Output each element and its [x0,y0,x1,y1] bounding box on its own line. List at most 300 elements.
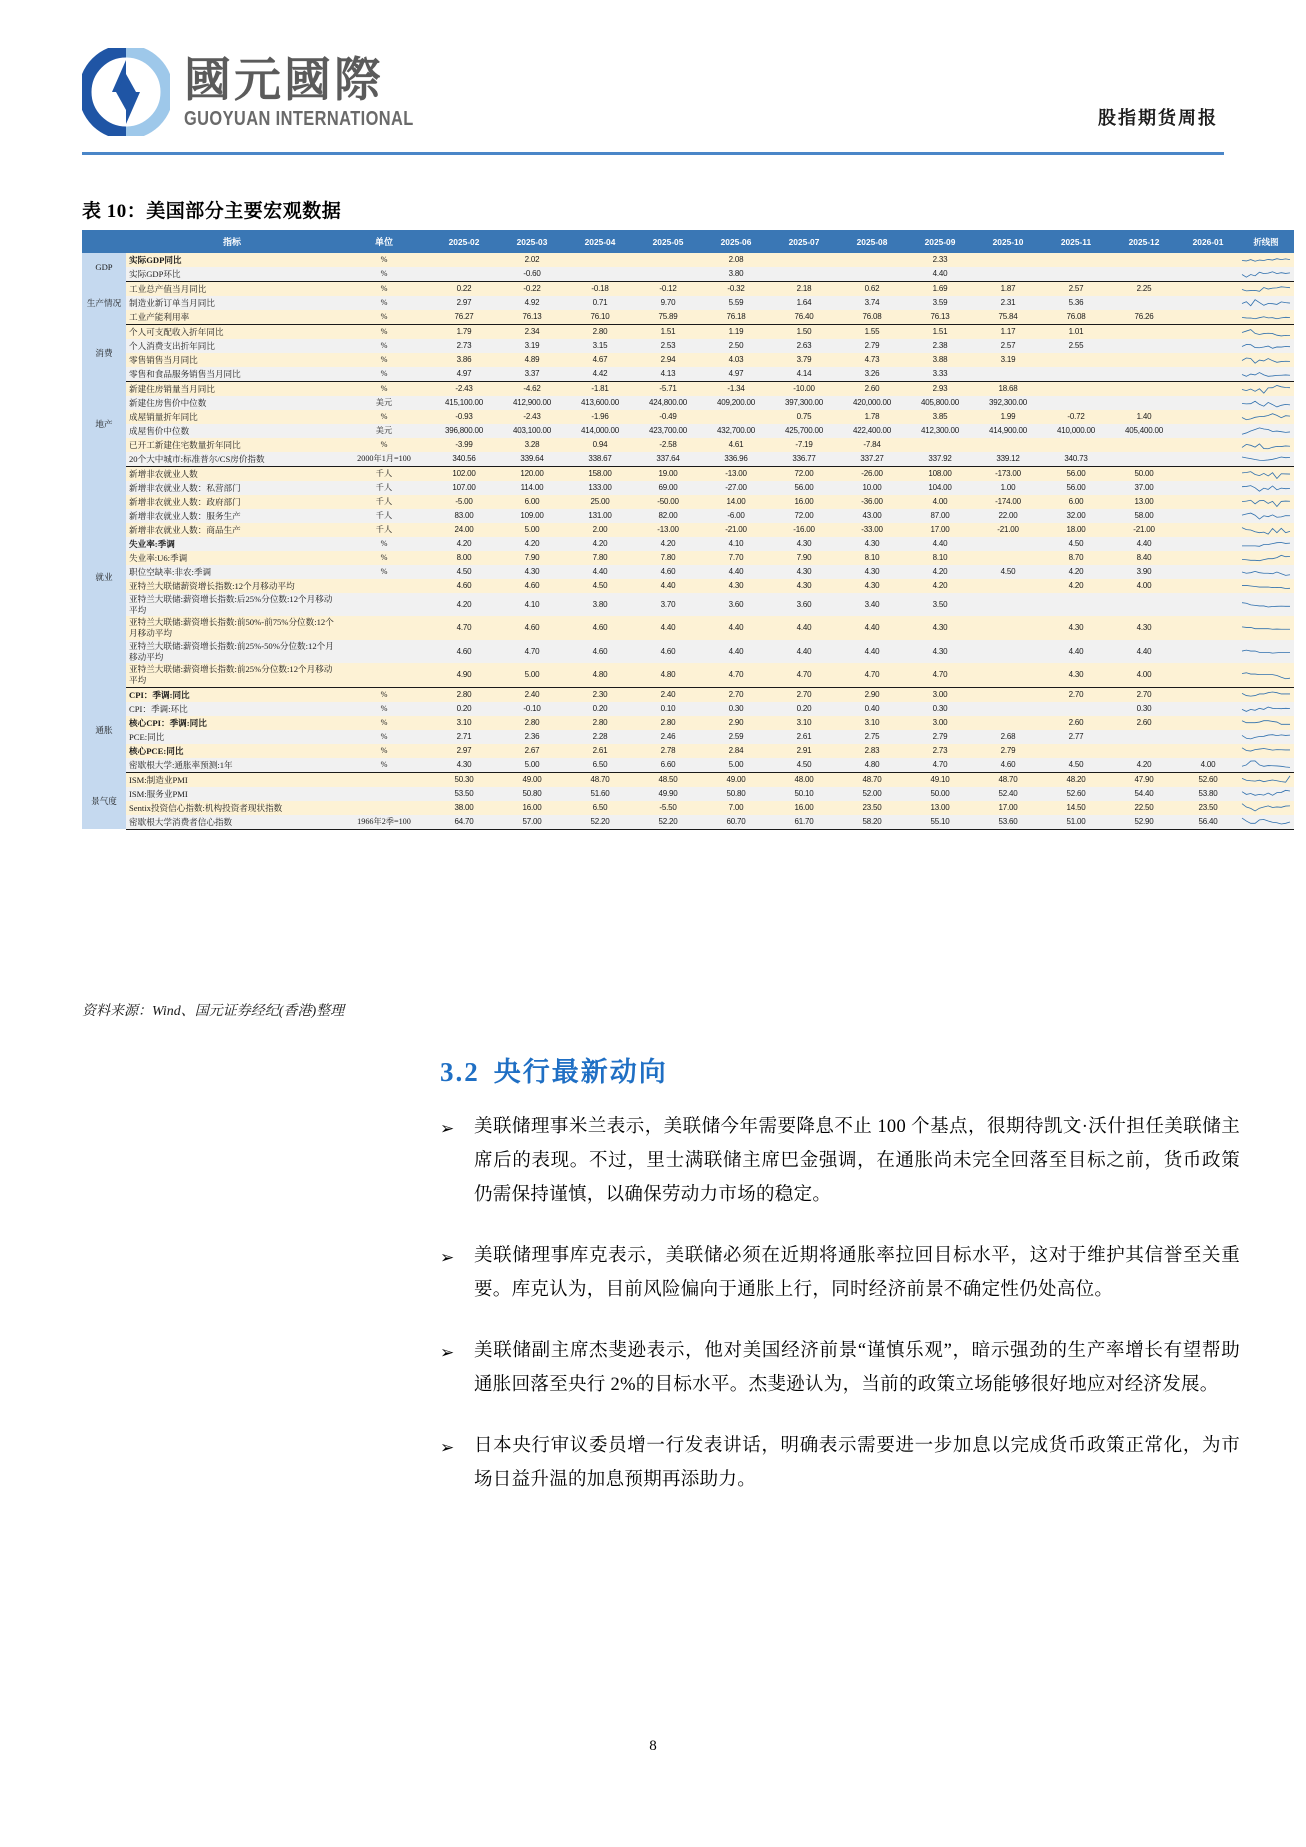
report-type-label: 股指期货周报 [1098,108,1218,128]
table-value-cell: 4.20 [634,537,702,551]
table-value-cell: 1.51 [634,325,702,340]
table-value-cell: 7.80 [566,551,634,565]
table-sparkline-cell [1238,815,1294,830]
table-sparkline-cell [1238,325,1294,340]
table-value-cell [1110,267,1178,282]
table-header-cell: 2025-04 [566,230,634,253]
table-indicator-cell: 核心PCE:同比 [126,744,338,758]
table-unit-cell: 千人 [338,481,430,495]
table-indicator-cell: 亚特兰大联储:薪资增长指数:后25%分位数:12个月移动平均 [126,593,338,616]
table-value-cell [974,537,1042,551]
table-value-cell [1110,367,1178,382]
table-unit-cell: % [338,310,430,325]
table-value-cell: 2.94 [634,353,702,367]
table-value-cell: 4.40 [1110,640,1178,663]
table-sparkline-cell [1238,579,1294,593]
table-header-cell: 2025-11 [1042,230,1110,253]
table-value-cell [1110,438,1178,452]
table-value-cell: 4.42 [566,367,634,382]
table-value-cell: 5.36 [1042,296,1110,310]
table-sparkline-cell [1238,702,1294,716]
table-value-cell: 7.90 [770,551,838,565]
table-indicator-cell: CPI：季调:环比 [126,702,338,716]
table-value-cell: -0.72 [1042,410,1110,424]
table-value-cell: 420,000.00 [838,396,906,410]
table-indicator-cell: 新建住房售价中位数 [126,396,338,410]
bullet-arrow-icon: ➢ [440,1343,455,1362]
table-indicator-cell: 新增非农就业人数：商品生产 [126,523,338,537]
table-value-cell: 4.40 [566,565,634,579]
table-row [82,744,1294,758]
table-value-cell: 52.20 [566,815,634,830]
table-value-cell [1178,687,1238,702]
table-value-cell: 4.20 [906,579,974,593]
table-value-cell: -21.00 [1110,523,1178,537]
table-sparkline-cell [1238,551,1294,565]
table-value-cell [1178,565,1238,579]
table-header-cell: 单位 [338,230,430,253]
table-value-cell: 4.60 [430,579,498,593]
table-value-cell: 4.60 [974,758,1042,773]
table-value-cell: 409,200.00 [702,396,770,410]
table-value-cell: 4.30 [702,579,770,593]
section-number: 3.2 [440,1057,480,1087]
table-value-cell: 2.80 [566,325,634,340]
table-value-cell: 1.87 [974,282,1042,297]
table-body [82,253,1294,829]
table-value-cell: 2.40 [498,687,566,702]
table-value-cell: 2.50 [702,339,770,353]
table-value-cell: 49.00 [702,772,770,787]
table-header-cell: 2025-10 [974,230,1042,253]
table-value-cell [1178,495,1238,509]
table-category-cell: GDP [82,253,126,282]
table-value-cell: -5.50 [634,801,702,815]
table-value-cell: 23.50 [1178,801,1238,815]
table-indicator-cell: 新增非农就业人数：私营部门 [126,481,338,495]
table-value-cell: 6.60 [634,758,702,773]
table-value-cell [1110,744,1178,758]
table-value-cell: 1.17 [974,325,1042,340]
table-value-cell: 23.50 [838,801,906,815]
table-row [82,282,1294,297]
section-heading [440,1050,668,1089]
table-value-cell [1178,396,1238,410]
table-value-cell: 1.51 [906,325,974,340]
table-value-cell [1178,551,1238,565]
table-value-cell: 72.00 [770,509,838,523]
table-value-cell: 4.60 [566,640,634,663]
table-value-cell [1178,452,1238,467]
table-value-cell: 3.00 [906,716,974,730]
table-value-cell: 2.46 [634,730,702,744]
table-value-cell: -16.00 [770,523,838,537]
table-value-cell [634,253,702,267]
table-value-cell: 49.90 [634,787,702,801]
table-value-cell: 4.20 [1110,758,1178,773]
table-value-cell [974,579,1042,593]
table-sparkline-cell [1238,267,1294,282]
table-value-cell: -0.60 [498,267,566,282]
table-unit-cell: % [338,325,430,340]
table-indicator-cell: ISM:制造业PMI [126,772,338,787]
table-value-cell [1178,537,1238,551]
company-logo [82,48,464,136]
table-value-cell: 4.60 [566,616,634,639]
table-value-cell: 2.73 [430,339,498,353]
table-value-cell: 16.00 [770,495,838,509]
table-value-cell: 412,900.00 [498,396,566,410]
table-header-cell: 指标 [126,230,338,253]
table-value-cell: 2.55 [1042,339,1110,353]
table-unit-cell: 千人 [338,495,430,509]
table-value-cell: 2.91 [770,744,838,758]
table-value-cell: 4.40 [634,616,702,639]
table-row [82,616,1294,639]
table-value-cell: 4.60 [430,640,498,663]
table-value-cell: 4.20 [498,537,566,551]
table-value-cell: 22.50 [1110,801,1178,815]
table-value-cell: 423,700.00 [634,424,702,438]
table-value-cell: 1.78 [838,410,906,424]
table-unit-cell [338,579,430,593]
table-indicator-cell: 实际GDP环比 [126,267,338,282]
table-value-cell: 76.27 [430,310,498,325]
table-value-cell: 3.80 [702,267,770,282]
table-header-cell: 2025-07 [770,230,838,253]
table-value-cell: 60.70 [702,815,770,830]
bullet-list [440,1110,1240,1524]
table-row [82,801,1294,815]
table-sparkline-cell [1238,640,1294,663]
table-row [82,579,1294,593]
table-value-cell: 1.99 [974,410,1042,424]
table-indicator-cell: 亚特兰大联储:薪资增长指数:前50%-前75%分位数:12个月移动平均 [126,616,338,639]
table-value-cell: 2.40 [634,687,702,702]
table-value-cell: 3.90 [1110,565,1178,579]
table-value-cell: 413,600.00 [566,396,634,410]
table-unit-cell: 千人 [338,509,430,523]
bullet-arrow-icon: ➢ [440,1119,455,1138]
table-value-cell: 2.79 [906,730,974,744]
table-value-cell: 2.70 [1042,687,1110,702]
table-value-cell: 403,100.00 [498,424,566,438]
table-value-cell: 0.30 [906,702,974,716]
table-value-cell: 2.59 [702,730,770,744]
table-value-cell: 50.30 [430,772,498,787]
table-value-cell: 2.33 [906,253,974,267]
table-indicator-cell: 失业率:季调 [126,537,338,551]
table-value-cell: 2.71 [430,730,498,744]
table-value-cell: 14.50 [1042,801,1110,815]
table-value-cell [1042,396,1110,410]
table-unit-cell [338,772,430,787]
table-indicator-cell: CPI：季调:同比 [126,687,338,702]
table-value-cell: 3.85 [906,410,974,424]
table-value-cell [1110,730,1178,744]
table-indicator-cell: 个人可支配收入折年同比 [126,325,338,340]
table-value-cell [770,267,838,282]
table-unit-cell: % [338,267,430,282]
table-value-cell: 3.26 [838,367,906,382]
table-unit-cell: % [338,438,430,452]
table-value-cell: 8.10 [906,551,974,565]
table-value-cell: -7.84 [838,438,906,452]
table-value-cell: 49.00 [498,772,566,787]
table-row [82,716,1294,730]
table-value-cell: -2.58 [634,438,702,452]
table-header-category [82,230,126,253]
table-value-cell: 0.10 [634,702,702,716]
table-sparkline-cell [1238,296,1294,310]
table-value-cell: 3.33 [906,367,974,382]
bullet-text: 美联储理事库克表示，美联储必须在近期将通胀率拉回目标水平，这对于维护其信誉至关重要。库克认为，目前风险偏向于通胀上行，同时经济前景不确定性仍处高位。 [474,1246,1240,1300]
table-value-cell [974,367,1042,382]
table-value-cell: 52.60 [1178,772,1238,787]
table-unit-cell: % [338,730,430,744]
table-value-cell [974,702,1042,716]
table-sparkline-cell [1238,687,1294,702]
table-value-cell: 3.86 [430,353,498,367]
table-value-cell: 3.00 [906,687,974,702]
table-sparkline-cell [1238,424,1294,438]
table-row [82,481,1294,495]
table-value-cell: 76.10 [566,310,634,325]
table-value-cell [430,267,498,282]
table-value-cell: 53.60 [974,815,1042,830]
table-value-cell: 0.40 [838,702,906,716]
table-value-cell: 4.70 [906,758,974,773]
table-value-cell: 1.50 [770,325,838,340]
table-value-cell: 102.00 [430,467,498,482]
table-unit-cell [338,616,430,639]
table-row [82,410,1294,424]
table-value-cell [1178,253,1238,267]
table-value-cell: 2.80 [498,716,566,730]
table-unit-cell: % [338,702,430,716]
table-row [82,772,1294,787]
table-value-cell: 4.40 [1042,640,1110,663]
table-sparkline-cell [1238,772,1294,787]
table-row [82,663,1294,687]
table-unit-cell: % [338,296,430,310]
table-caption: 表 10：美国部分主要宏观数据 [82,201,342,222]
table-value-cell: -36.00 [838,495,906,509]
table-value-cell [1178,310,1238,325]
table-value-cell [566,267,634,282]
table-row [82,253,1294,267]
table-value-cell [974,253,1042,267]
table-unit-cell: % [338,716,430,730]
table-value-cell: 3.60 [770,593,838,616]
table-source-note: 资料来源：Wind、国元证券经纪(香港)整理 [82,1004,345,1019]
table-sparkline-cell [1238,730,1294,744]
table-value-cell: 5.00 [498,758,566,773]
table-value-cell [974,438,1042,452]
table-value-cell: 337.64 [634,452,702,467]
table-value-cell: 4.97 [702,367,770,382]
table-value-cell: 4.10 [702,537,770,551]
table-value-cell: -10.00 [770,382,838,397]
table-unit-cell: % [338,367,430,382]
table-value-cell: -5.00 [430,495,498,509]
table-value-cell: 1.69 [906,282,974,297]
table-value-cell: 4.60 [498,579,566,593]
table-row [82,382,1294,397]
table-value-cell: -0.22 [498,282,566,297]
table-indicator-cell: 核心CPI：季调:同比 [126,716,338,730]
table-sparkline-cell [1238,537,1294,551]
table-value-cell: 50.00 [1110,467,1178,482]
table-value-cell [1178,353,1238,367]
table-row [82,325,1294,340]
table-unit-cell: % [338,744,430,758]
table-value-cell [1178,410,1238,424]
table-value-cell: 339.64 [498,452,566,467]
table-value-cell: 56.00 [1042,481,1110,495]
table-value-cell: 3.40 [838,593,906,616]
table-value-cell: 336.77 [770,452,838,467]
table-value-cell: 397,300.00 [770,396,838,410]
table-value-cell: -1.34 [702,382,770,397]
table-unit-cell: % [338,382,430,397]
table-value-cell: 2.80 [566,716,634,730]
table-value-cell [974,663,1042,687]
table-value-cell: 4.30 [770,579,838,593]
table-value-cell: 4.20 [906,565,974,579]
table-value-cell: 2.34 [498,325,566,340]
table-value-cell: 53.50 [430,787,498,801]
bullet-text: 日本央行审议委员增一行发表讲话，明确表示需要进一步加息以完成货币政策正常化，为市场日益升温的加息预期再添助力。 [474,1436,1240,1490]
table-value-cell: 4.50 [1042,758,1110,773]
table-value-cell: 24.00 [430,523,498,537]
table-sparkline-cell [1238,663,1294,687]
table-value-cell [1178,367,1238,382]
table-value-cell: 8.10 [838,551,906,565]
table-value-cell: 7.70 [702,551,770,565]
table-value-cell: 3.28 [498,438,566,452]
table-value-cell: 405,400.00 [1110,424,1178,438]
table-value-cell: 2.57 [1042,282,1110,297]
table-value-cell [1042,438,1110,452]
table-unit-cell [338,787,430,801]
table-value-cell: 50.80 [498,787,566,801]
table-unit-cell [338,640,430,663]
table-value-cell [974,687,1042,702]
table-unit-cell: 千人 [338,523,430,537]
table-value-cell: 4.20 [430,593,498,616]
table-value-cell: 48.70 [566,772,634,787]
table-row [82,495,1294,509]
table-value-cell: 4.60 [634,565,702,579]
table-value-cell: 13.00 [1110,495,1178,509]
table-value-cell: 0.94 [566,438,634,452]
table-value-cell: 4.40 [1110,537,1178,551]
table-unit-cell: % [338,537,430,551]
table-value-cell: -50.00 [634,495,702,509]
table-value-cell: 120.00 [498,467,566,482]
table-value-cell: 2.63 [770,339,838,353]
table-row [82,467,1294,482]
table-value-cell [974,616,1042,639]
table-value-cell: 58.00 [1110,509,1178,523]
bullet-item [440,1429,1240,1497]
table-value-cell [1178,730,1238,744]
table-unit-cell [338,663,430,687]
table-value-cell: 56.00 [1042,467,1110,482]
table-value-cell: 425,700.00 [770,424,838,438]
table-value-cell: 410,000.00 [1042,424,1110,438]
table-value-cell: 22.00 [974,509,1042,523]
table-value-cell: 43.00 [838,509,906,523]
table-value-cell: 422,400.00 [838,424,906,438]
table-indicator-cell: 新增非农就业人数 [126,467,338,482]
table-value-cell: -4.62 [498,382,566,397]
table-category-cell: 地产 [82,382,126,467]
table-value-cell: 7.00 [702,801,770,815]
table-value-cell [1178,523,1238,537]
table-indicator-cell: 职位空缺率:非农:季调 [126,565,338,579]
table-value-cell: -6.00 [702,509,770,523]
table-unit-cell: % [338,282,430,297]
table-value-cell [1178,640,1238,663]
table-value-cell [1042,593,1110,616]
table-indicator-cell: 亚特兰大联储薪资增长指数:12个月移动平均 [126,579,338,593]
table-value-cell: 104.00 [906,481,974,495]
table-value-cell: 3.10 [770,716,838,730]
table-value-cell: 4.30 [906,616,974,639]
table-row [82,593,1294,616]
table-value-cell: -13.00 [634,523,702,537]
table-unit-cell: % [338,565,430,579]
table-sparkline-cell [1238,339,1294,353]
table-indicator-cell: Sentix投资信心指数:机构投资者现状指数 [126,801,338,815]
logo-english-name: GUOYUAN INTERNATIONAL [184,108,414,131]
table-value-cell: 2.53 [634,339,702,353]
table-value-cell: 4.30 [430,758,498,773]
table-value-cell: 8.00 [430,551,498,565]
table-value-cell: 2.02 [498,253,566,267]
page-number: 8 [649,1738,657,1754]
table-indicator-cell: 个人消费支出折年同比 [126,339,338,353]
table-value-cell: 2.60 [1042,716,1110,730]
table-value-cell: 4.00 [906,495,974,509]
table-value-cell [1110,382,1178,397]
table-sparkline-cell [1238,509,1294,523]
table-indicator-cell: 实际GDP同比 [126,253,338,267]
table-value-cell: 61.70 [770,815,838,830]
table-sparkline-cell [1238,758,1294,773]
table-value-cell: 2.60 [838,382,906,397]
table-value-cell: 4.14 [770,367,838,382]
table-value-cell [430,253,498,267]
table-value-cell: 64.70 [430,815,498,830]
table-value-cell: 3.19 [974,353,1042,367]
table-row [82,687,1294,702]
table-sparkline-cell [1238,467,1294,482]
table-value-cell: 340.73 [1042,452,1110,467]
table-value-cell: 412,300.00 [906,424,974,438]
table-unit-cell: 2000年1月=100 [338,452,430,467]
table-row [82,267,1294,282]
table-value-cell [634,267,702,282]
table-value-cell: 18.68 [974,382,1042,397]
table-value-cell [1042,744,1110,758]
table-header [82,230,1294,253]
table-row [82,424,1294,438]
table-value-cell: 25.00 [566,495,634,509]
table-value-cell [1042,702,1110,716]
